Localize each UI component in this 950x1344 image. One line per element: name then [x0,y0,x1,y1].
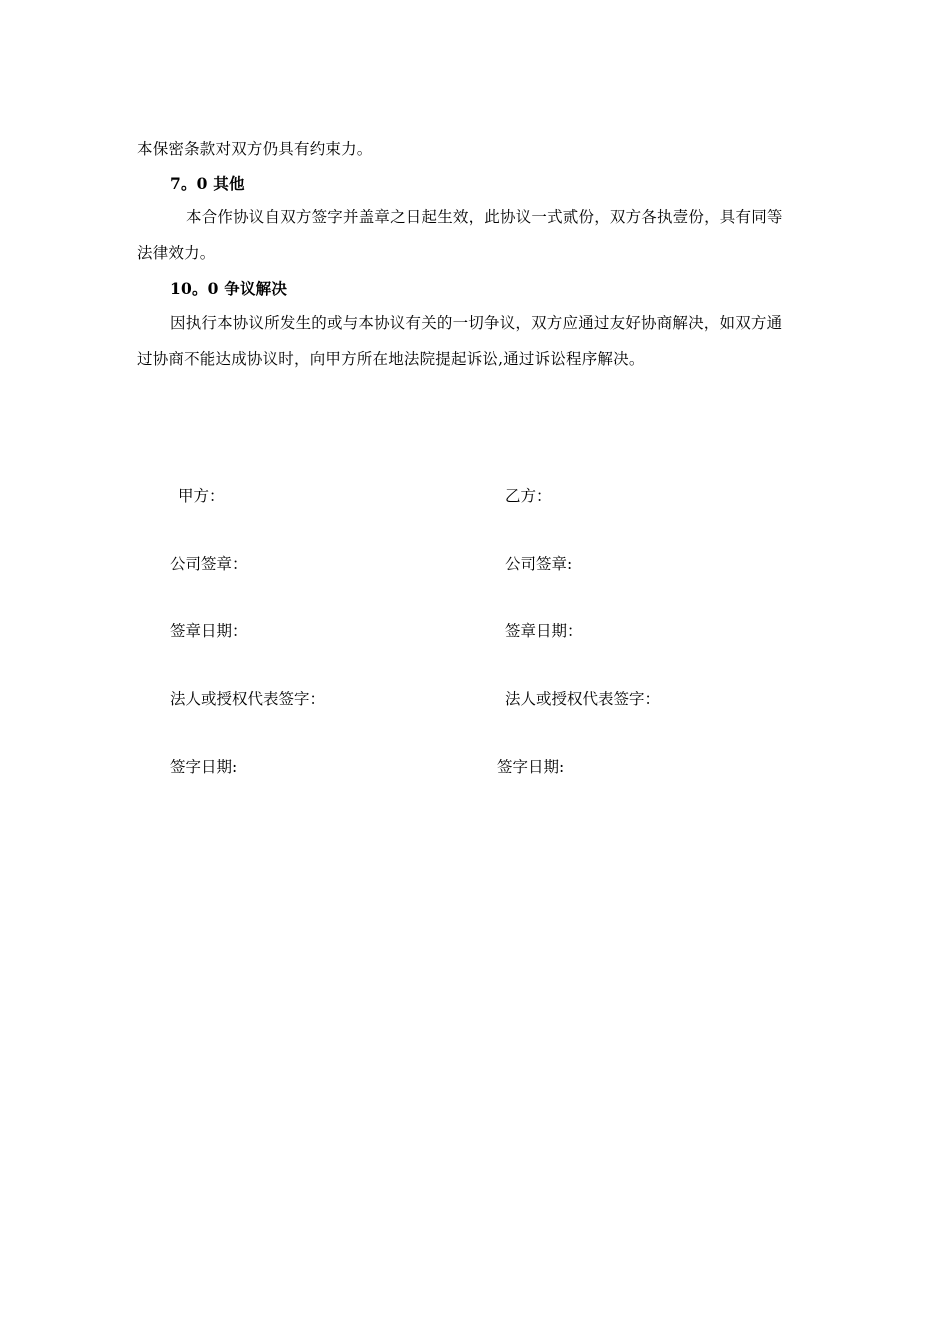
clause6-tail-text: 本保密条款对双方仍具有约束力。 [137,140,373,158]
party-a-seal-label: 公司签章： [170,555,248,573]
section10-heading: 10。0 争议解决 [170,279,288,298]
party-a-rep-sign-label: 法人或授权代表签字： [170,690,326,708]
party-b-seal-label: 公司签章: [505,555,573,573]
party-b-label: 乙方： [505,487,552,505]
party-a-label: 甲方： [178,487,225,505]
party-b-rep-sign-label: 法人或授权代表签字： [505,690,661,708]
party-b-seal-date-label: 签章日期： [505,622,583,640]
section7-paragraph-line2: 法律效力。 [137,244,216,262]
party-b-sign-date-label: 签字日期: [497,758,565,776]
party-a-sign-date-label: 签字日期: [170,758,238,776]
section7-paragraph-line1: 本合作协议自双方签字并盖章之日起生效，此协议一式贰份，双方各执壹份，具有同等 [186,208,783,226]
section10-paragraph-line1: 因执行本协议所发生的或与本协议有关的一切争议，双方应通过友好协商解决，如双方通 [170,314,783,332]
party-a-seal-date-label: 签章日期： [170,622,248,640]
section7-heading: 7。0 其他 [170,174,245,193]
section10-paragraph-line2: 过协商不能达成协议时，向甲方所在地法院提起诉讼,通过诉讼程序解决。 [137,350,645,368]
